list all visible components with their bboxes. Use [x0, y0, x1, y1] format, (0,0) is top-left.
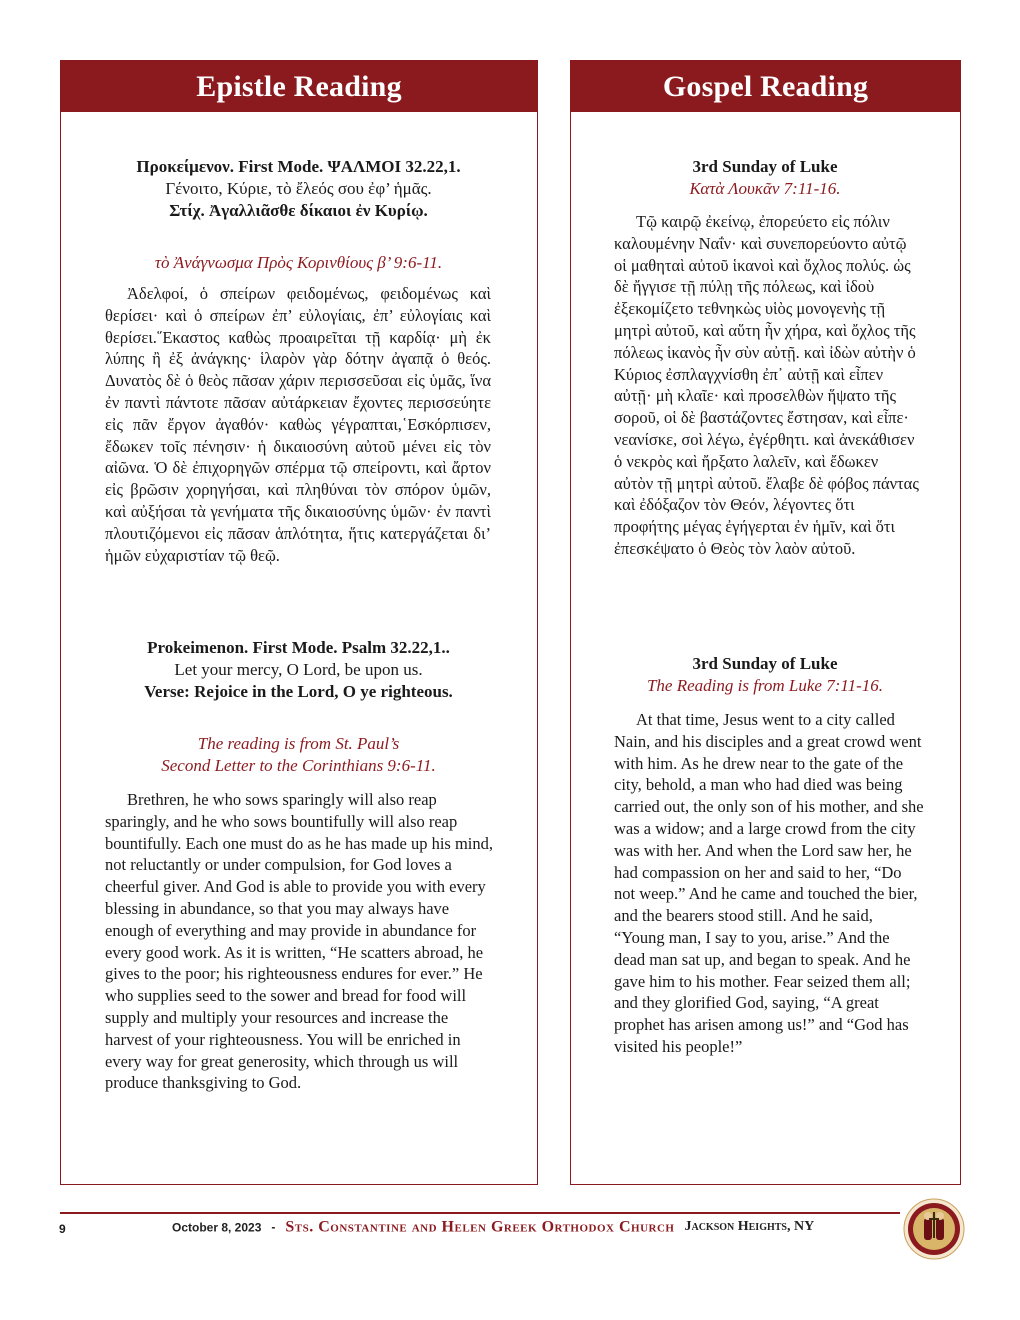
english-reference-line2: Second Letter to the Corinthians 9:6-11. — [161, 756, 436, 775]
greek-prokeimenon: Προκείμενον. First Mode. ΨΑΛΜΟΙ 32.22,1. — [136, 157, 461, 176]
epistle-english-prokeimenon-block — [61, 637, 536, 703]
epistle-header: Epistle Reading — [61, 61, 537, 112]
footer-church-name: Sts. Constantine and Helen Greek Orthodox Church — [285, 1218, 675, 1236]
gospel-panel — [570, 60, 961, 1185]
gospel-english-title: 3rd Sunday of Luke — [692, 654, 838, 673]
epistle-greek-reference: τὸ Ἀνάγνωσμα Πρὸς Κορινθίους β’ 9:6-11. — [154, 253, 443, 272]
page-number: 9 — [59, 1222, 66, 1236]
epistle-greek-prokeimenon-block — [61, 156, 536, 222]
english-verse-line: Let your mercy, O Lord, be upon us. — [174, 660, 423, 679]
church-seal-icon — [903, 1198, 965, 1260]
gospel-english-title-block — [571, 653, 959, 697]
gospel-english-reference: The Reading is from Luke 7:11-16. — [646, 676, 884, 695]
epistle-english-text: Brethren, he who sows sparingly will also reap sparingly, and he who sows bountifully will also reap bountifully. Each one must do as he has made up his mind, not reluctantly or under compulsion, for God loves a cheerful giver. And God is able to provide you with every blessing in abundance, so that you may always have enough of everything and may provide in abundance for every good work. As it is written, “He scatters abroad, he gives to the poor; his righteousness endures for ever.” He who supplies seed to the sower and bread for food will supply and multiply your resources and increase the harvest of your righteousness. You will be enriched in every way for great generosity, which through us will produce thanksgiving to God. — [105, 790, 493, 1093]
english-prokeimenon: Prokeimenon. First Mode. Psalm 32.22,1.. — [147, 638, 450, 657]
footer-location: Jackson Heights, NY — [684, 1219, 815, 1235]
footer-divider — [60, 1212, 900, 1214]
gospel-header: Gospel Reading — [571, 61, 960, 112]
epistle-english-reference — [61, 733, 536, 777]
epistle-panel — [60, 60, 538, 1185]
gospel-greek-title: 3rd Sunday of Luke — [692, 157, 838, 176]
english-reference-line1: The reading is from St. Paul’s — [197, 734, 400, 753]
footer-separator: - — [271, 1220, 276, 1235]
greek-stich: Στίχ. Ἀγαλλιᾶσθε δίκαιοι ἐν Κυρίῳ. — [169, 201, 428, 220]
footer-date: October 8, 2023 — [172, 1220, 262, 1235]
gospel-greek-title-block — [571, 156, 959, 200]
epistle-greek-text: Ἀδελφοί, ὁ σπείρων φειδομένως, φειδομένως καὶ θερίσει· καὶ ὁ σπείρων ἐπ’ εὐλογίαις, ἐπ’ εὐλογίαις καὶ θερίσει.῞Εκαστος καθὼς προαιρεῖται τῇ καρδίᾳ· μὴ ἐκ λύπης ἢ ἐξ ἀνάγκης· ἱλαρὸν γὰρ δότην ἀγαπᾷ ὁ θεός. Δυνατὸς δὲ ὁ θεὸς πᾶσαν χάριν περισσεῦσαι εἰς ὑμᾶς, ἵνα ἐν παντὶ πάντοτε πᾶσαν αὐτάρκειαν ἔχοντες περισσεύητε εἰς πᾶν ἔργον ἀγαθόν· καθὼς γέγραπται,῾Εσκόρπισεν, ἔδωκεν τοῖς πένησιν· ἡ δικαιοσύνη αὐτοῦ μένει εἰς τὸν αἰῶνα. Ὁ δὲ ἐπιχορηγῶν σπέρμα τῷ σπείροντι, καὶ ἄρτον εἰς βρῶσιν χορηγήσαι, καὶ πληθύναι τὸν σπόρον ὑμῶν, καὶ αὐξήσαι τὰ γενήματα τῆς δικαιοσύνης ὑμῶν· ἐν παντὶ πλουτιζόμενοι εἰς πᾶσαν ἁπλότητα, ἥτις κατεργάζεται δι’ ἡμῶν εὐχαριστίαν τῷ θεῷ. — [105, 284, 491, 565]
gospel-english-text: At that time, Jesus went to a city called Nain, and his disciples and a great crowd went with him. As he drew near to the gate of the city, behold, a man who had died was being carried out, the only son of his mother, and she was a widow; and a large crowd from the city was with her. And when the Lord saw her, he had compassion on her and said to her, “Do not weep.” And he came and touched the bier, and the bearers stood still. And he said, “Young man, I say to you, arise.” And the dead man sat up, and began to speak. And he gave him to his mother. Fear seized them all; and they glorified God, saying, “A great prophet has arisen among us!” and “God has visited his people!” — [614, 710, 924, 1056]
footer-line — [172, 1218, 882, 1236]
english-stich: Verse: Rejoice in the Lord, O ye righteous. — [144, 682, 453, 701]
greek-verse-line: Γένοιτο, Κύριε, τὸ ἔλεός σου ἐφ’ ἡμᾶς. — [165, 179, 432, 198]
gospel-greek-text: Τῷ καιρῷ ἐκείνῳ, ἐπορεύετο εἰς πόλιν καλουμένην Ναΐν· καὶ συνεπορεύοντο αὐτῷ οἱ μαθηταὶ αὐτοῦ ἱκανοὶ καὶ ὄχλος πολύς. ὡς δὲ ἤγγισε τῇ πύλῃ τῆς πόλεως, καὶ ἰδοὺ ἐξεκομίζετο τεθνηκὼς υἱὸς μονογενὴς τῇ μητρὶ αὐτοῦ, καὶ αὕτη ἦν χήρα, καὶ ὄχλος τῆς πόλεως ἱκανὸς ἦν σὺν αὐτῇ. καὶ ἰδὼν αὐτὴν ὁ Κύριος ἐσπλαγχνίσθη ἐπ᾿ αὐτῇ καὶ εἶπεν αὐτῇ· μὴ κλαῖε· καὶ προσελθὼν ἥψατο τῆς σοροῦ, οἱ δὲ βαστάζοντες ἔστησαν, καὶ εἶπε· νεανίσκε, σοὶ λέγω, ἐγέρθητι. καὶ ἀνεκάθισεν ὁ νεκρὸς καὶ ἤρξατο λαλεῖν, καὶ ἔδωκεν αὐτὸν τῇ μητρὶ αὐτοῦ. ἔλαβε δὲ φόβος πάντας καὶ ἐδόξαζον τὸν Θεόν, λέγοντες ὅτι προφήτης μέγας ἐγήγερται ἐν ἡμῖν, καὶ ὅτι ἐπεσκέψατο ὁ Θεὸς τὸν λαὸν αὐτοῦ. — [614, 212, 919, 558]
gospel-greek-reference: Κατὰ Λουκᾶν 7:11-16. — [689, 179, 841, 198]
